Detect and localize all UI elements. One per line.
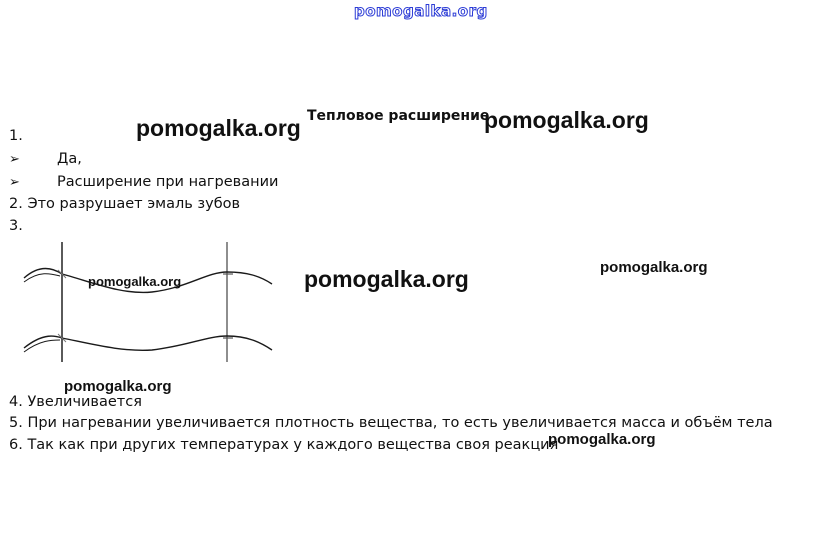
- q1-number: 1.: [9, 128, 23, 144]
- arrowhead-bullet-icon: ➢: [9, 175, 20, 190]
- arrowhead-bullet-icon: ➢: [9, 152, 20, 167]
- upper-wave-tail: [24, 274, 60, 282]
- top-watermark: pomogalka.org: [354, 2, 488, 20]
- page-title: Тепловое расширение: [307, 108, 490, 124]
- watermark-below-figure: pomogalka.org: [64, 378, 172, 395]
- q6-text: 6. Так как при других температурах у каждого вещества своя реакция: [9, 437, 559, 453]
- q1-bullet-1: Да,: [57, 151, 82, 167]
- watermark-title-right: pomogalka.org: [484, 107, 649, 133]
- q3-number: 3.: [9, 218, 23, 234]
- watermark-middle: pomogalka.org: [304, 266, 469, 292]
- q4-text: 4. Увеличивается: [9, 394, 142, 410]
- watermark-figure: pomogalka.org: [88, 274, 182, 289]
- watermark-after-q6: pomogalka.org: [548, 431, 656, 448]
- watermark-title-left: pomogalka.org: [136, 115, 301, 141]
- watermark-right: pomogalka.org: [600, 259, 708, 276]
- q5-text: 5. При нагревании увеличивается плотность вещества, то есть увеличивается масса и объём тела: [9, 415, 773, 431]
- q1-bullet-2: Расширение при нагревании: [57, 174, 279, 190]
- bimetal-strip-drawing: [22, 240, 274, 365]
- lower-wave-line: [24, 336, 272, 350]
- q2-text: 2. Это разрушает эмаль зубов: [9, 196, 241, 212]
- lower-wave-tail: [24, 340, 60, 352]
